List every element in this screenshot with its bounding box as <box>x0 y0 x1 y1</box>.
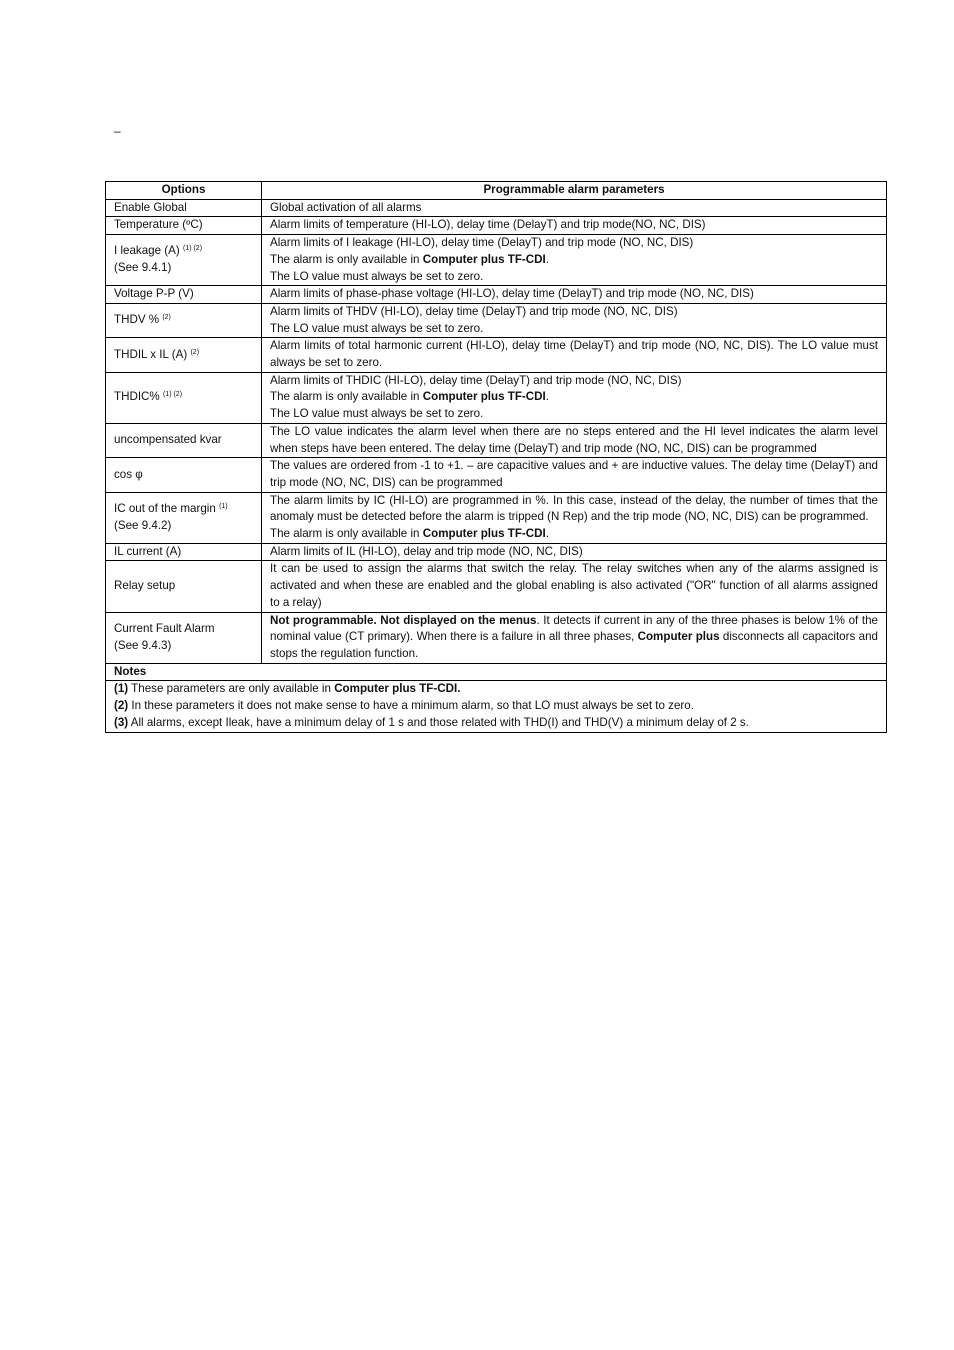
parameter-line <box>270 424 878 457</box>
note-line <box>114 715 878 732</box>
parameters-cell <box>262 423 887 457</box>
parameter-line <box>270 544 878 561</box>
option-label: Enable Global <box>114 200 187 214</box>
table-row <box>106 338 887 372</box>
page-marker: – <box>114 124 121 138</box>
option-label: (See 9.4.1) <box>114 261 172 275</box>
parameters-cell <box>262 543 887 561</box>
table-row <box>106 423 887 457</box>
bold-text: Not programmable. Not displayed on the menus <box>270 613 537 627</box>
table-row <box>106 492 887 543</box>
text-run: Alarm limits of THDIC (HI-LO), delay time (DelayT) and trip mode (NO, NC, DIS) <box>270 373 682 387</box>
table-row <box>106 543 887 561</box>
notes-title: Notes <box>106 663 887 681</box>
text-run: The values are ordered from -1 to +1. – are capacitive values and + are inductive values. The delay time (DelayT) and trip mode (NO, NC, DIS) can be programmed <box>270 459 878 489</box>
text-run: Alarm limits of phase-phase voltage (HI-LO), delay time (DelayT) and trip mode (NO, NC, DIS) <box>270 287 754 301</box>
parameter-line <box>270 217 878 234</box>
parameters-cell <box>262 303 887 337</box>
option-cell <box>106 338 262 372</box>
text-run: . <box>545 252 549 266</box>
table-header-row <box>106 182 887 200</box>
parameters-cell <box>262 199 887 217</box>
text-run: Alarm limits of I leakage (HI-LO), delay time (DelayT) and trip mode (NO, NC, DIS) <box>270 236 694 250</box>
table-row <box>106 199 887 217</box>
text-run: All alarms, except Ileak, have a minimum delay of 1 s and those related with THD(I) and THD(V) a minimum delay of 2 s. <box>128 715 749 729</box>
alarm-parameters-table <box>105 181 887 733</box>
notes-row <box>106 681 887 732</box>
parameter-line <box>270 235 878 252</box>
option-cell <box>106 458 262 492</box>
text-run: These parameters are only available in <box>128 682 335 696</box>
parameters-cell <box>262 235 887 286</box>
notes-title-row <box>106 663 887 681</box>
parameter-line <box>270 561 878 611</box>
option-line <box>114 501 253 518</box>
text-run: Alarm limits of total harmonic current (HI-LO), delay time (DelayT) and trip mode (NO, NC, DIS). The LO value must always be set to zero. <box>270 339 878 370</box>
parameters-cell <box>262 612 887 663</box>
parameters-cell <box>262 458 887 492</box>
option-line <box>114 312 253 329</box>
option-label: cos φ <box>114 467 143 481</box>
footnote-ref: (1) <box>219 503 228 510</box>
text-run: The LO value must always be set to zero. <box>270 321 484 335</box>
option-line <box>114 243 253 260</box>
option-cell <box>106 372 262 423</box>
footnote-ref: (2) <box>162 314 171 322</box>
text-run: The LO value must always be set to zero. <box>270 407 484 421</box>
parameter-line <box>270 200 878 217</box>
header-options: Options <box>106 182 262 200</box>
option-cell <box>106 235 262 286</box>
parameter-line <box>270 373 878 390</box>
note-line <box>114 681 878 698</box>
parameter-line <box>270 613 878 663</box>
text-run: Global activation of all alarms <box>270 200 422 214</box>
option-label: uncompensated kvar <box>114 433 222 447</box>
option-line <box>114 389 253 406</box>
header-parameters: Programmable alarm parameters <box>262 182 887 200</box>
option-cell <box>106 286 262 304</box>
table-row <box>106 458 887 492</box>
bold-text: Computer plus TF-CDI <box>422 252 546 266</box>
parameters-cell <box>262 492 887 543</box>
text-run: disconnects all capacitors and stops the regulation function. <box>270 630 878 660</box>
text-run: Alarm limits of temperature (HI-LO), delay time (DelayT) and trip mode(NO, NC, DIS) <box>270 218 706 232</box>
parameter-line <box>270 458 878 491</box>
table-row <box>106 561 887 612</box>
table-row <box>106 235 887 286</box>
parameter-line <box>270 304 878 321</box>
option-cell <box>106 612 262 663</box>
bold-text: Computer plus TF-CDI <box>422 390 546 404</box>
text-run: The LO value must always be set to zero. <box>270 269 484 283</box>
text-run: The alarm is only available in <box>270 252 423 266</box>
footnote-ref: (1) (2) <box>182 245 203 253</box>
option-label: (See 9.4.3) <box>114 638 172 652</box>
text-run: It can be used to assign the alarms that switch the relay. The relay switches when any of the alarms assigned is activated and when these are enabled and the global enabling is also activated ("OR" function of all alarms assigned to a relay) <box>270 562 878 609</box>
parameters-cell <box>262 561 887 612</box>
notes-cell <box>106 681 887 732</box>
bold-text: (2) <box>114 699 129 713</box>
option-line <box>114 347 253 364</box>
option-label: I leakage (A) <box>114 244 180 258</box>
parameter-line <box>270 286 878 303</box>
bold-text: (1) <box>114 682 129 696</box>
option-label: (See 9.4.2) <box>114 518 172 532</box>
option-cell <box>106 199 262 217</box>
text-run: . <box>545 390 549 404</box>
parameter-line <box>270 338 878 371</box>
parameter-line <box>270 321 878 338</box>
option-cell <box>106 561 262 612</box>
parameter-line <box>270 406 878 423</box>
text-run: . It detects if current in any of the three phases is below 1% of the nominal value (CT primary). When there is a failure in all three phases, <box>270 613 878 644</box>
parameters-cell <box>262 372 887 423</box>
text-run: The LO value indicates the alarm level when there are no steps entered and the HI level indicates the alarm level when steps have been entered. The delay time (DelayT) and trip mode (NO, NC, DIS) can be programmed <box>270 424 878 455</box>
parameter-line <box>270 252 878 269</box>
parameters-cell <box>262 217 887 235</box>
parameter-line <box>270 526 878 543</box>
text-run: The alarm is only available in <box>270 390 423 404</box>
option-label: Temperature (ºC) <box>114 218 203 232</box>
text-run: In these parameters it does not make sense to have a minimum alarm, so that LO must always be set to zero. <box>128 699 694 713</box>
option-cell <box>106 543 262 561</box>
table-row <box>106 303 887 337</box>
option-cell <box>106 423 262 457</box>
option-label: Current Fault Alarm <box>114 621 215 635</box>
text-run: Alarm limits of THDV (HI-LO), delay time (DelayT) and trip mode (NO, NC, DIS) <box>270 304 678 318</box>
parameters-cell <box>262 286 887 304</box>
table-row <box>106 286 887 304</box>
table-row <box>106 612 887 663</box>
parameter-line <box>270 389 878 406</box>
note-line <box>114 698 878 715</box>
bold-text: Computer plus TF-CDI. <box>334 682 461 696</box>
text-run: The alarm limits by IC (HI-LO) are programmed in %. In this case, instead of the delay, the number of times that the anomaly must be detected before the alarm is tripped (N Rep) and the trip mode (NO, NC, DIS) can be programmed. <box>270 493 878 524</box>
option-label: IL current (A) <box>114 544 182 558</box>
table-row <box>106 372 887 423</box>
option-label: THDIC% <box>114 390 160 404</box>
parameter-line <box>270 493 878 526</box>
text-run: The alarm is only available in <box>270 527 423 541</box>
option-cell <box>106 303 262 337</box>
table-row <box>106 217 887 235</box>
option-label: Relay setup <box>114 579 176 593</box>
bold-text: (3) <box>114 715 129 729</box>
parameters-cell <box>262 338 887 372</box>
text-run: . <box>545 527 549 541</box>
bold-text: Computer plus <box>637 630 720 644</box>
footnote-ref: (2) <box>190 348 200 356</box>
bold-text: Computer plus TF-CDI <box>422 527 546 541</box>
option-label: THDV % <box>114 313 160 327</box>
option-label: IC out of the margin <box>114 502 216 515</box>
footnote-ref: (1) (2) <box>162 391 183 399</box>
option-cell <box>106 217 262 235</box>
option-cell <box>106 492 262 543</box>
option-label: Voltage P-P (V) <box>114 287 194 301</box>
text-run: Alarm limits of IL (HI-LO), delay and trip mode (NO, NC, DIS) <box>270 544 583 558</box>
parameter-line <box>270 269 878 286</box>
option-label: THDIL x IL (A) <box>114 347 188 361</box>
